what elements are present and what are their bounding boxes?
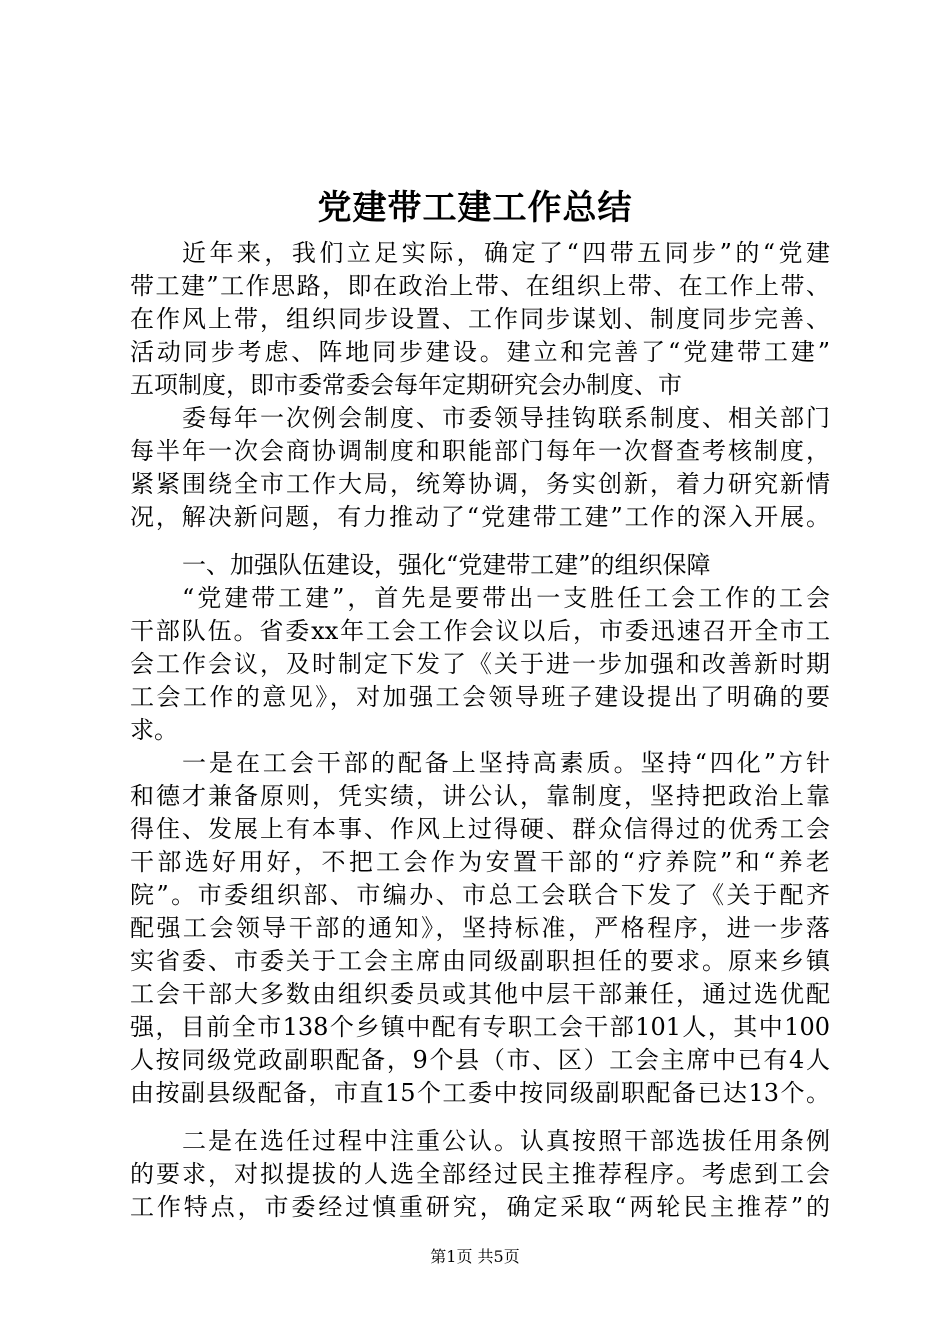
text-line: 委每年一次例会制度、市委领导挂钩联系制度、相关部门 — [182, 404, 830, 432]
text-line: 带工建”工作思路，即在政治上带、在组织上带、在工作上带、 — [130, 272, 830, 300]
text-line: 得住、发展上有本事、作风上过得硬、群众信得过的优秀工会 — [130, 815, 830, 843]
text-line: 工会干部大多数由组织委员或其他中层干部兼任，通过选优配 — [130, 980, 830, 1008]
text-line: 二是在选任过程中注重公认。认真按照干部选拔任用条例 — [182, 1127, 830, 1155]
text-line: 人按同级党政副职配备，9个县（市、区）工会主席中已有4人 — [130, 1046, 830, 1074]
section-heading: 一、加强队伍建设，强化“党建带工建”的组织保障 — [182, 551, 711, 579]
text-line: 院”。市委组织部、市编办、市总工会联合下发了《关于配齐 — [130, 881, 830, 909]
text-line: 会工作会议，及时制定下发了《关于进一步加强和改善新时期 — [130, 650, 830, 678]
text-line: 活动同步考虑、阵地同步建设。建立和完善了“党建带工建” — [130, 338, 830, 366]
text-line: 紧紧围绕全市工作大局，统筹协调，务实创新，着力研究新情 — [130, 470, 830, 498]
text-line: 的要求，对拟提拔的人选全部经过民主推荐程序。考虑到工会 — [130, 1160, 830, 1188]
text-line: 干部队伍。省委xx年工会工作会议以后，市委迅速召开全市工 — [130, 617, 830, 645]
text-line: 五项制度，即市委常委会每年定期研究会办制度、市 — [130, 371, 682, 399]
text-line: 每半年一次会商协调制度和职能部门每年一次督查考核制度， — [130, 437, 830, 465]
text-line: 实省委、市委关于工会主席由同级副职担任的要求。原来乡镇 — [130, 947, 830, 975]
text-line: 况，解决新问题，有力推动了“党建带工建”工作的深入开展。 — [130, 503, 830, 531]
text-line: 在作风上带，组织同步设置、工作同步谋划、制度同步完善、 — [130, 305, 830, 333]
text-line: “党建带工建”，首先是要带出一支胜任工会工作的工会 — [182, 584, 830, 612]
text-line: 工作特点，市委经过慎重研究，确定采取“两轮民主推荐”的 — [130, 1193, 830, 1221]
text-line: 配强工会领导干部的通知》，坚持标准，严格程序，进一步落 — [130, 914, 830, 942]
text-line: 工会工作的意见》，对加强工会领导班子建设提出了明确的要 — [130, 683, 830, 711]
text-line: 和德才兼备原则，凭实绩，讲公认，靠制度，坚持把政治上靠 — [130, 782, 830, 810]
text-line: 求。 — [130, 716, 178, 744]
text-line: 一是在工会干部的配备上坚持高素质。坚持“四化”方针 — [182, 749, 830, 777]
page-number-footer: 第1页 共5页 — [430, 1247, 520, 1266]
text-line: 干部选好用好，不把工会作为安置干部的“疗养院”和“养老 — [130, 848, 830, 876]
text-line: 近年来，我们立足实际，确定了“四带五同步”的“党建 — [182, 239, 830, 267]
document-title: 党建带工建工作总结 — [317, 188, 633, 228]
text-line: 由按副县级配备，市直15个工委中按同级副职配备已达13个。 — [130, 1079, 830, 1107]
text-line: 强，目前全市138个乡镇中配有专职工会干部101人，其中100 — [130, 1013, 830, 1041]
